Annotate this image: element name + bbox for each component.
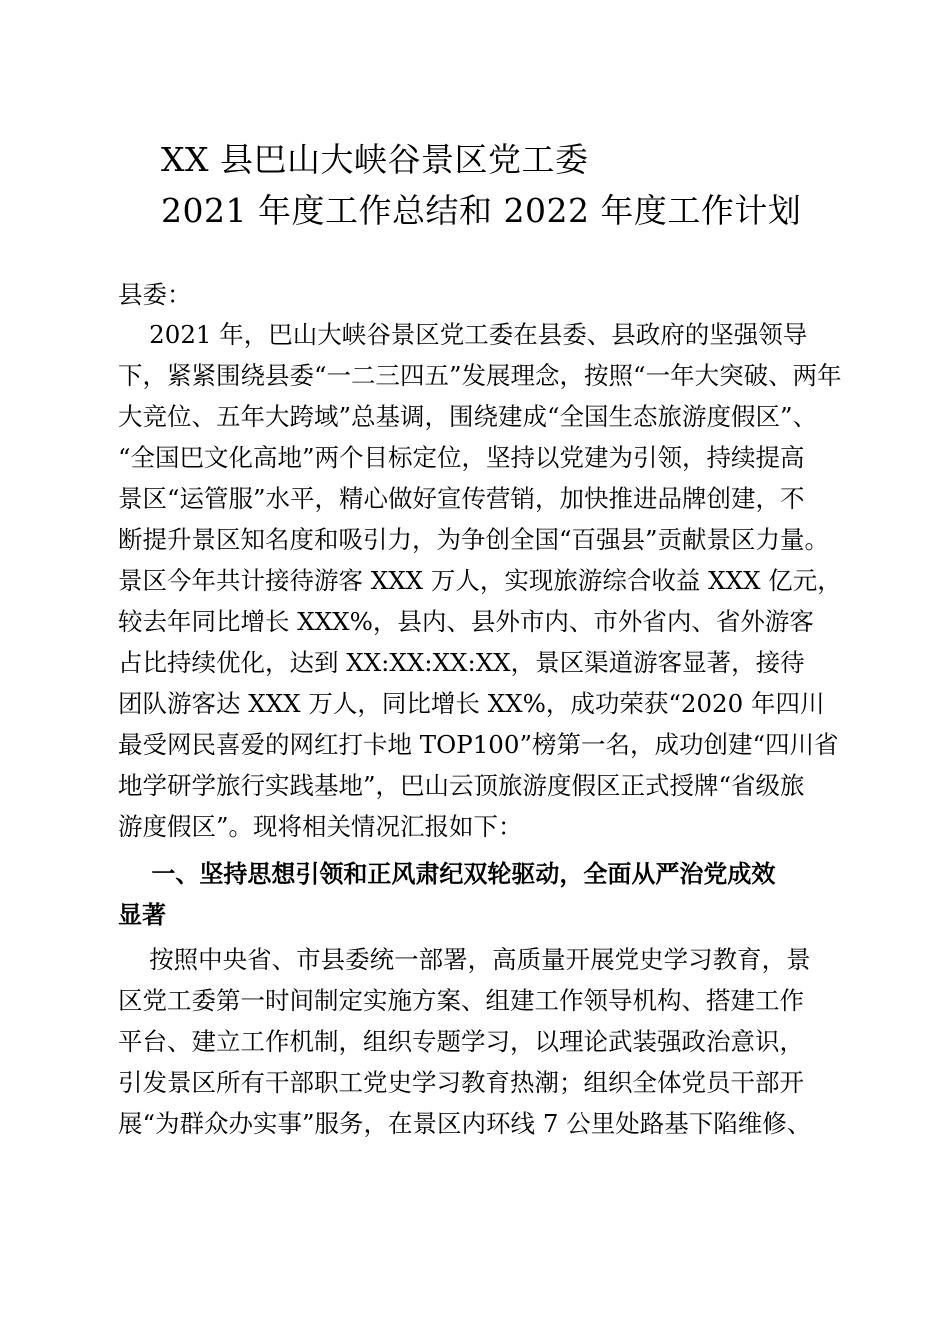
document-title-line-2: 2021 年度工作总结和 2022 年度工作计划 — [161, 191, 802, 230]
intro-line: 断提升景区知名度和吸引力，为争创全国“百强县”贡献景区力量。 — [118, 525, 830, 554]
intro-line: 地学研学旅行实践基地”，巴山云顶旅游度假区正式授牌“省级旅 — [118, 771, 805, 800]
intro-line: 下，紧紧围绕县委“一二三四五”发展理念，按照“一年大突破、两年 — [118, 361, 842, 390]
intro-line: 较去年同比增长 XXX%，县内、县外市内、市外省内、省外游客 — [118, 607, 814, 636]
document-title-line-1: XX 县巴山大峡谷景区党工委 — [161, 140, 589, 179]
salutation: 县委： — [118, 280, 192, 309]
intro-line: 最受网民喜爱的网红打卡地 TOP100”榜第一名，成功创建“四川省 — [118, 730, 839, 759]
section-1-line: 平台、建立工作机制，组织专题学习，以理论武装强政治意识， — [118, 1027, 804, 1056]
intro-line: 游度假区”。现将相关情况汇报如下： — [118, 812, 523, 841]
section-1-heading-line-2: 显著 — [118, 901, 166, 929]
section-1-line: 引发景区所有干部职工党史学习教育热潮；组织全体党员干部开 — [118, 1068, 804, 1097]
intro-line: 景区“运管服”水平，精心做好宣传营销，加快推进品牌创建，不 — [118, 484, 805, 513]
intro-line: 占比持续优化，达到 XX:XX:XX:XX，景区渠道游客显著，接待 — [118, 648, 805, 677]
intro-line: 景区今年共计接待游客 XXX 万人，实现旅游综合收益 XXX 亿元， — [118, 566, 842, 595]
section-1-line: 区党工委第一时间制定实施方案、组建工作领导机构、搭建工作 — [118, 986, 804, 1015]
intro-line: 团队游客达 XXX 万人，同比增长 XX%，成功荣获“2020 年四川 — [118, 689, 825, 718]
section-1-line: 按照中央省、市县委统一部署，高质量开展党史学习教育，景 — [118, 945, 811, 974]
section-1-heading-line-1: 一、坚持思想引领和正风肃纪双轮驱动，全面从严治党成效 — [118, 860, 776, 888]
section-1-line: 展“为群众办实事”服务，在景区内环线 7 公里处路基下陷维修、 — [118, 1109, 812, 1138]
intro-line: 2021 年，巴山大峡谷景区党工委在县委、县政府的坚强领导 — [118, 320, 808, 349]
intro-line: “全国巴文化高地”两个目标定位，坚持以党建为引领，持续提高 — [118, 443, 805, 472]
intro-line: 大竞位、五年大跨域”总基调，围绕建成“全国生态旅游度假区”、 — [118, 402, 818, 431]
